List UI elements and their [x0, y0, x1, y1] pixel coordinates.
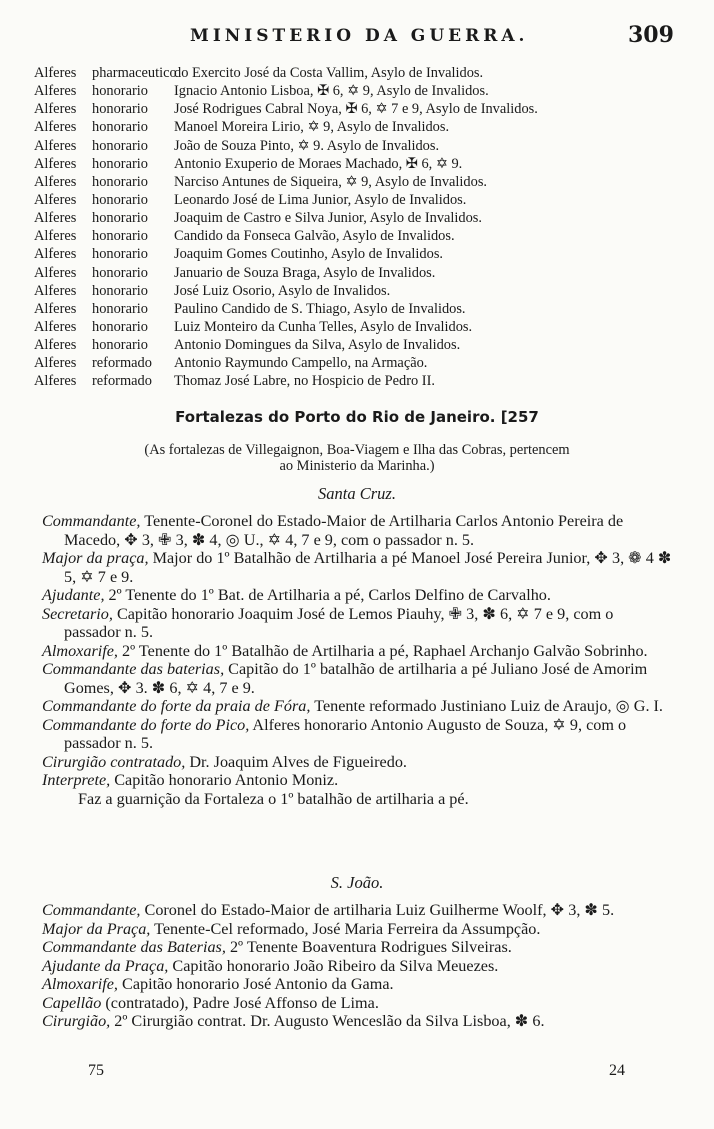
staff-entry [42, 716, 672, 753]
list-item-text: João de Souza Pinto, ✡ 9. Asylo de Invalidos. [174, 137, 440, 154]
list-item [34, 354, 674, 372]
list-item [34, 137, 674, 155]
list-item-status: reformado [92, 355, 152, 372]
garrison-note: Faz a guarnição da Fortaleza o 1º batalhão de artilharia a pé. [78, 789, 469, 808]
list-item-status: honorario [92, 191, 148, 208]
staff-details: 2º Tenente Boaventura Rodrigues Silveiras. [225, 938, 512, 956]
list-item-status: honorario [92, 210, 148, 227]
list-item [34, 191, 674, 209]
staff-details: Tenente-Coronel do Estado-Maior de Artilharia Carlos Antonio Pereira de Macedo, ✥ 3, ✙ 3, ✽ 4, ◎ U., ✡ 4, 7 e 9, com o passador n. 5. [64, 512, 624, 549]
footer-signature-left: 75 [88, 1062, 104, 1079]
staff-details: Capitão honorario Joaquim José de Lemos Piauhy, ✙ 3, ✽ 6, ✡ 7 e 9, com o passador n. 5. [64, 604, 614, 641]
staff-details: (contratado), Padre José Affonso de Lima. [101, 993, 379, 1012]
staff-role: Major da praça, [42, 549, 149, 567]
staff-role: Commandante do forte do Pico, [42, 715, 250, 734]
list-item-rank: Alferes [34, 318, 77, 335]
page-header [0, 22, 714, 54]
staff-details: Dr. Joaquim Alves de Figueiredo. [185, 752, 407, 771]
list-item-text: Joaquim Gomes Coutinho, Asylo de Invalidos. [174, 246, 444, 263]
list-item-text: Joaquim de Castro e Silva Junior, Asylo de Invalidos. [174, 210, 482, 227]
staff-details: 2º Tenente do 1º Batalhão de Artilharia a pé, Raphael Archanjo Galvão Sobrinho. [117, 641, 648, 660]
list-item-rank: Alferes [34, 210, 77, 227]
staff-entry [42, 920, 672, 939]
list-item-text: José Rodrigues Cabral Noya, ✠ 6, ✡ 7 e 9, Asylo de Invalidos. [174, 101, 538, 118]
staff-role: Major da Praça, [42, 919, 151, 938]
staff-details: 2º Tenente do 1º Bat. de Artilharia a pé, Carlos Delfino de Carvalho. [104, 586, 551, 604]
staff-entry [42, 1012, 672, 1031]
list-item [34, 82, 674, 100]
list-item-rank: Alferes [34, 101, 77, 118]
staff-details: Alferes honorario Antonio Augusto de Souza, ✡ 9, com o passador n. 5. [64, 715, 627, 752]
staff-entry [42, 975, 672, 994]
list-item-rank: Alferes [34, 282, 77, 299]
list-item [34, 282, 674, 300]
list-item-rank: Alferes [34, 300, 77, 317]
list-item-rank: Alferes [34, 173, 77, 190]
list-item-rank: Alferes [34, 137, 77, 154]
list-item-rank: Alferes [34, 65, 77, 81]
staff-role: Commandante, [42, 901, 141, 919]
list-item-status: honorario [92, 119, 148, 136]
santa-cruz-block [42, 512, 672, 808]
list-item-rank: Alferes [34, 355, 77, 372]
staff-entry [42, 586, 672, 605]
staff-entry [42, 938, 672, 957]
list-item [34, 209, 674, 227]
list-item-rank: Alferes [34, 228, 77, 245]
list-item [34, 245, 674, 263]
staff-details: Capitão honorario Antonio Moniz. [110, 771, 339, 789]
staff-role: Commandante das Baterias, [42, 938, 226, 956]
staff-entry [42, 660, 672, 697]
staff-details: Tenente-Cel reformado, José Maria Ferreira da Assumpção. [150, 919, 541, 938]
list-item [34, 372, 674, 390]
list-item-rank: Alferes [34, 337, 77, 354]
staff-details: Capitão honorario José Antonio da Gama. [117, 975, 394, 993]
alferes-list [34, 64, 674, 391]
staff-role: Commandante do forte da praia de Fóra, [42, 697, 311, 715]
staff-entry [42, 512, 672, 549]
list-item-rank: Alferes [34, 264, 77, 281]
list-item-text: Candido da Fonseca Galvão, Asylo de Invalidos. [174, 228, 455, 245]
list-item-status: honorario [92, 155, 148, 172]
santa-cruz-heading: Santa Cruz. [318, 484, 396, 503]
list-item [34, 100, 674, 118]
staff-details: Coronel do Estado-Maior de artilharia Luiz Guilherme Woolf, ✥ 3, ✽ 5. [140, 901, 615, 919]
list-item-status: honorario [92, 228, 148, 245]
list-item-status: honorario [92, 264, 148, 281]
staff-details: Capitão do 1º batalhão de artilharia a pé Juliano José de Amorim Gomes, ✥ 3. ✽ 6, ✡ 4, 7 e 9. [64, 660, 648, 697]
list-item-status: honorario [92, 173, 148, 190]
staff-details: Tenente reformado Justiniano Luiz de Araujo, ◎ G. I. [310, 697, 663, 715]
list-item-rank: Alferes [34, 246, 77, 263]
list-item-text: Antonio Raymundo Campello, na Armação. [174, 355, 428, 372]
staff-entry [42, 771, 672, 790]
staff-role: Almoxarife, [42, 975, 118, 993]
staff-details: 2º Cirurgião contrat. Dr. Augusto Wenceslão da Silva Lisboa, ✽ 6. [110, 1012, 545, 1030]
list-item-status: reformado [92, 373, 152, 390]
list-item-status: honorario [92, 318, 148, 335]
list-item-text: Januario de Souza Braga, Asylo de Invalidos. [174, 264, 436, 281]
sao-joao-heading: S. João. [330, 873, 384, 892]
list-item [34, 336, 674, 354]
section-note-line-1: (As fortalezas de Villegaignon, Boa-Viagem e Ilha das Cobras, pertencem [144, 442, 570, 458]
list-item-text: Thomaz José Labre, no Hospicio de Pedro II. [174, 373, 435, 390]
running-title: MINISTERIO DA GUERRA. [190, 26, 529, 46]
staff-role: Interprete, [42, 771, 111, 789]
list-item [34, 318, 674, 336]
list-item-text: Paulino Candido de S. Thiago, Asylo de Invalidos. [174, 300, 466, 317]
list-item-text: José Luiz Osorio, Asylo de Invalidos. [174, 282, 391, 299]
staff-details: Major do 1º Batalhão de Artilharia a pé Manoel José Pereira Junior, ✥ 3, ❁ 4 ✽ 5, ✡ 7 e 9. [64, 549, 672, 586]
staff-role: Cirurgião contratado, [42, 752, 186, 771]
staff-entry [42, 549, 672, 586]
list-item [34, 118, 674, 136]
list-item-text: Narciso Antunes de Siqueira, ✡ 9, Asylo de Invalidos. [174, 173, 488, 190]
list-item [34, 227, 674, 245]
staff-role: Commandante das baterias, [42, 660, 225, 678]
staff-entry [42, 605, 672, 642]
list-item [34, 264, 674, 282]
list-item-text: do Exercito José da Costa Vallim, Asylo de Invalidos. [174, 65, 484, 81]
list-item-text: Ignacio Antonio Lisboa, ✠ 6, ✡ 9, Asylo de Invalidos. [174, 83, 489, 100]
staff-entry [42, 957, 672, 976]
list-item [34, 300, 674, 318]
section-title: Fortalezas do Porto do Rio de Janeiro. [257 [175, 408, 539, 426]
list-item [34, 173, 674, 191]
staff-entry [42, 901, 672, 920]
staff-role: Almoxarife, [42, 641, 118, 660]
list-item-rank: Alferes [34, 155, 77, 172]
list-item-text: Manoel Moreira Lirio, ✡ 9, Asylo de Invalidos. [174, 119, 450, 136]
list-item-text: Antonio Exuperio de Moraes Machado, ✠ 6, ✡ 9. [174, 155, 463, 172]
staff-entry [42, 642, 672, 661]
list-item-rank: Alferes [34, 191, 77, 208]
list-item-text: Antonio Domingues da Silva, Asylo de Invalidos. [174, 337, 461, 354]
list-item-status: honorario [92, 137, 148, 154]
list-item-status: pharmaceutico [92, 65, 177, 81]
footer-signature-right: 24 [609, 1062, 625, 1079]
list-item-rank: Alferes [34, 119, 77, 136]
staff-role: Cirurgião, [42, 1012, 111, 1030]
staff-entry [42, 994, 672, 1013]
staff-role: Commandante, [42, 512, 141, 530]
list-item-status: honorario [92, 101, 148, 118]
staff-details: Capitão honorario João Ribeiro da Silva Meuezes. [168, 956, 499, 975]
list-item-rank: Alferes [34, 373, 77, 390]
staff-role: Secretario, [42, 604, 113, 623]
page-number: 309 [628, 22, 674, 48]
list-item-status: honorario [92, 246, 148, 263]
staff-entry [42, 753, 672, 772]
list-item-status: honorario [92, 337, 148, 354]
list-item-status: honorario [92, 300, 148, 317]
staff-entry [42, 697, 672, 716]
staff-role: Ajudante da Praça, [42, 956, 169, 975]
staff-role: Ajudante, [42, 586, 105, 604]
section-note-line-2: ao Ministerio da Marinha.) [279, 458, 435, 474]
list-item [34, 155, 674, 173]
list-item-status: honorario [92, 282, 148, 299]
list-item-text: Luiz Monteiro da Cunha Telles, Asylo de Invalidos. [174, 318, 473, 335]
list-item-text: Leonardo José de Lima Junior, Asylo de Invalidos. [174, 191, 467, 208]
list-item-status: honorario [92, 83, 148, 100]
page-footer [0, 1062, 714, 1082]
sao-joao-block [42, 901, 672, 1031]
list-item [34, 64, 674, 82]
staff-role: Capellão [42, 993, 102, 1012]
list-item-rank: Alferes [34, 83, 77, 100]
